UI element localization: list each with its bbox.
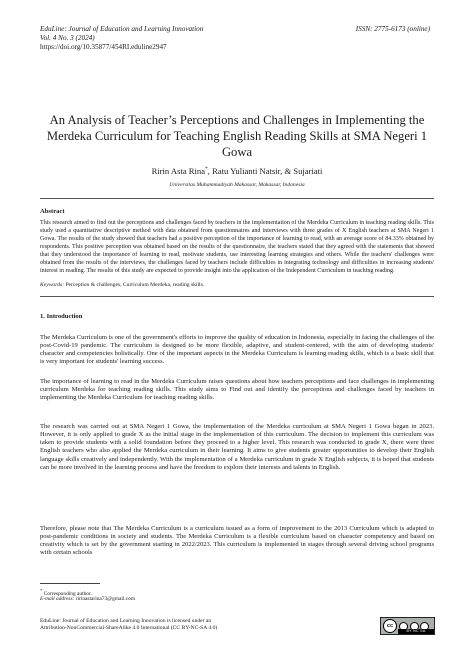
abstract-top-rule — [40, 198, 434, 199]
journal-name: EduLine: Journal of Education and Learning Innovation — [40, 25, 204, 33]
email-label: E-mail address: — [40, 596, 75, 602]
keywords-label: Keywords: — [40, 282, 65, 288]
abstract-bottom-rule — [40, 296, 434, 297]
doi-link[interactable]: https://doi.org/10.35877/454RI.eduline2947 — [40, 43, 167, 51]
cc-terms-bar: BY NC SA — [398, 629, 434, 634]
author-list — [40, 166, 434, 176]
intro-paragraph-1: The Merdeka Curriculum is one of the government's efforts to improve the quality of education in Indonesia, especially in facing the challenges of the post-Covid-19 pandemic. The curriculum is designed to be more flexible, adaptive, and student-centered, with the aim of developing students' character and competencies holistically. One of the important aspects in the Merdeka Curriculum is learning reading skills, which is a basic skill that is very important for students' learning success. — [40, 334, 434, 366]
issn: ISSN: 2775-6173 (online) — [355, 25, 430, 33]
affiliation: Universitas Muhammadiyah Makassar, Makassar, Indonesia — [169, 182, 305, 188]
email-address[interactable]: ririnastarina73@gmail.com — [75, 596, 136, 602]
cc-logo-icon: cc — [383, 619, 397, 633]
intro-paragraph-4: Therefore, please note that The Merdeka Curriculum is a curriculum issued as a form of improvement to the 2013 Curriculum which is adapted to post-pandemic conditions in society and students. The Merdeka Curriculum is a flexible curriculum based on character competency and based on creativity which is set by the government starting in 2022/2023. This curriculum is implemented in stages through several driving school programs with certain schools — [40, 525, 434, 557]
footnote-mark: * — [40, 588, 43, 593]
keywords-list: Perception & challenges, Curriculum Merdeka, reading skills. — [65, 282, 205, 288]
license-notice — [40, 618, 370, 632]
corresponding-mark: * — [205, 166, 208, 173]
journal-header — [40, 25, 203, 52]
footnote-rule — [40, 583, 100, 584]
footnote-email — [40, 596, 135, 603]
abstract-text: This research aimed to find out the perceptions and challenges faced by teachers in the implementation of the Merdeka Curriculum in teaching reading skills. This study used a quantitative descriptive method with data obtained from questionnaires and interviews with three grades of X English teachers at SMA Negeri 1 Gowa. The results of the study showed that teachers had a positive perception of the importance of learning to read, with an average score of 84.33% obtained by respondents. This positive perception was obtained based on the results of the questionnaire, the teachers stated that they agreed with the statements that showed that they understood the importance of learning to read, motivate students, use interesting learning strategies and others. While the teachers' challenges were obtained from the results of the interviews, the challenges faced by teachers include difficulties in integrating technology and difficulties in increasing students' interest in reading. The results of this study are expected to provide insight into the application of the Independent Curriculum in teaching reading. — [40, 220, 434, 274]
author-rest: , Ratu Yulianti Natsir, & Sujariati — [207, 166, 323, 176]
cc-license-badge[interactable] — [380, 617, 435, 635]
intro-paragraph-3: The research was carried out at SMA Negeri 1 Gowa, the implementation of the Merdeka curriculum at SMA Negeri 1 Gowa began in 2023. However, it is only applied to grade X as the initial stage in the implementation of this curriculum. The decision to implement this curriculum was taken to provide students with a solid foundation before they proceed to a higher level. This research was conducted in grade X, there were three English teachers who also applied the Merdeka curriculum in their learning. It aims to give students greater opportunities to develop their English language skills creatively and independently. With the implementation of a Merdeka curriculum in grade X English subjects, it is hoped that students can be more involved in the learning process and have the freedom to explore their interests and talents in English. — [40, 423, 434, 471]
license-line-2[interactable]: Attribution-NonCommercial-ShareAlike 4.0 International (CC BY-NC-SA 4.0) — [40, 625, 218, 631]
introduction-heading: 1. Introduction — [40, 313, 83, 320]
footnote-text: Corresponding author. — [43, 590, 92, 597]
keywords — [40, 282, 434, 288]
journal-volume: Vol. 4 No. 3 (2024) — [40, 34, 95, 42]
author-first: Ririn Asta Rina — [151, 166, 206, 176]
paper-title: An Analysis of Teacher’s Perceptions and Challenges in Implementing the Merdeka Curriculum for Teaching English Reading Skills at SMA Negeri 1 Gowa — [46, 113, 428, 159]
intro-paragraph-2: The importance of learning to read in the Merdeka Curriculum raises questions about how teachers perceptions and face challenges in implementing curriculum Merdeka for teaching reading skills. This study aims to Find out and identify the perceptions and challenges faced by teachers in implementing the Merdeka Curriculum for teaching reading skills. — [40, 378, 434, 402]
license-line-1: EduLine: Journal of Education and Learning Innovation is licensed under an — [40, 618, 212, 624]
abstract-heading: Abstract — [40, 208, 65, 215]
